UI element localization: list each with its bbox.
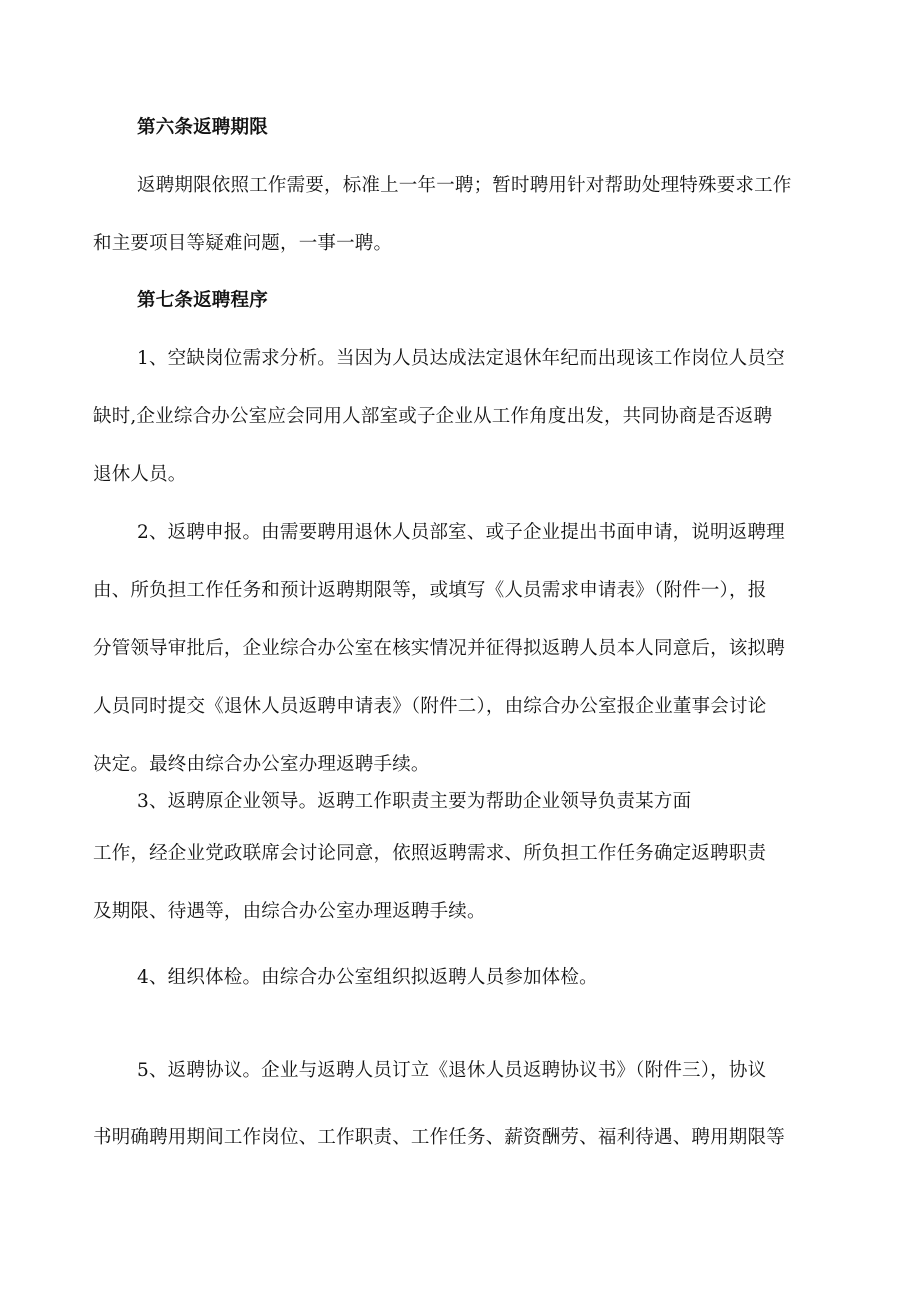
section7-heading: 第七条返聘程序: [137, 290, 268, 311]
item1-line-2: 缺时,企业综合办公室应会同用人部室或子企业从工作角度出发，共同协商是否返聘: [93, 406, 773, 427]
item1-line-1: 1、空缺岗位需求分析。当因为人员达成法定退休年纪而出现该工作岗位人员空: [137, 348, 785, 369]
section6-para-line-1: 返聘期限依照工作需要，标准上一年一聘；暂时聘用针对帮助处理特殊要求工作: [137, 175, 792, 196]
section6-para-line-2: 和主要项目等疑难问题，一事一聘。: [93, 233, 393, 254]
item1-line-3: 退休人员。: [93, 464, 187, 485]
item3-line-2: 工作，经企业党政联席会讨论同意，依照返聘需求、所负担工作任务确定返聘职责: [93, 843, 767, 864]
item2-line-4: 人员同时提交《退休人员返聘申请表》（附件二），由综合办公室报企业董事会讨论: [93, 696, 767, 717]
item3-line-1: 3、返聘原企业领导。返聘工作职责主要为帮助企业领导负责某方面: [137, 791, 692, 812]
item2-line-3: 分管领导审批后，企业综合办公室在核实情况并征得拟返聘人员本人同意后，该拟聘: [93, 638, 785, 659]
item2-line-5: 决定。最终由综合办公室办理返聘手续。: [93, 754, 430, 775]
item3-line-3: 及期限、待遇等，由综合办公室办理返聘手续。: [93, 901, 486, 922]
item4-line-1: 4、组织体检。由综合办公室组织拟返聘人员参加体检。: [137, 967, 598, 988]
item2-line-1: 2、返聘申报。由需要聘用退休人员部室、或子企业提出书面申请，说明返聘理: [137, 522, 785, 543]
item2-line-2: 由、所负担工作任务和预计返聘期限等，或填写《人员需求申请表》（附件一），报: [93, 580, 767, 601]
item5-line-1: 5、返聘协议。企业与返聘人员订立《退休人员返聘协议书》（附件三），协议: [137, 1060, 767, 1081]
section6-heading: 第六条返聘期限: [137, 117, 268, 138]
item5-line-2: 书明确聘用期间工作岗位、工作职责、工作任务、薪资酬劳、福利待遇、聘用期限等: [93, 1127, 785, 1148]
